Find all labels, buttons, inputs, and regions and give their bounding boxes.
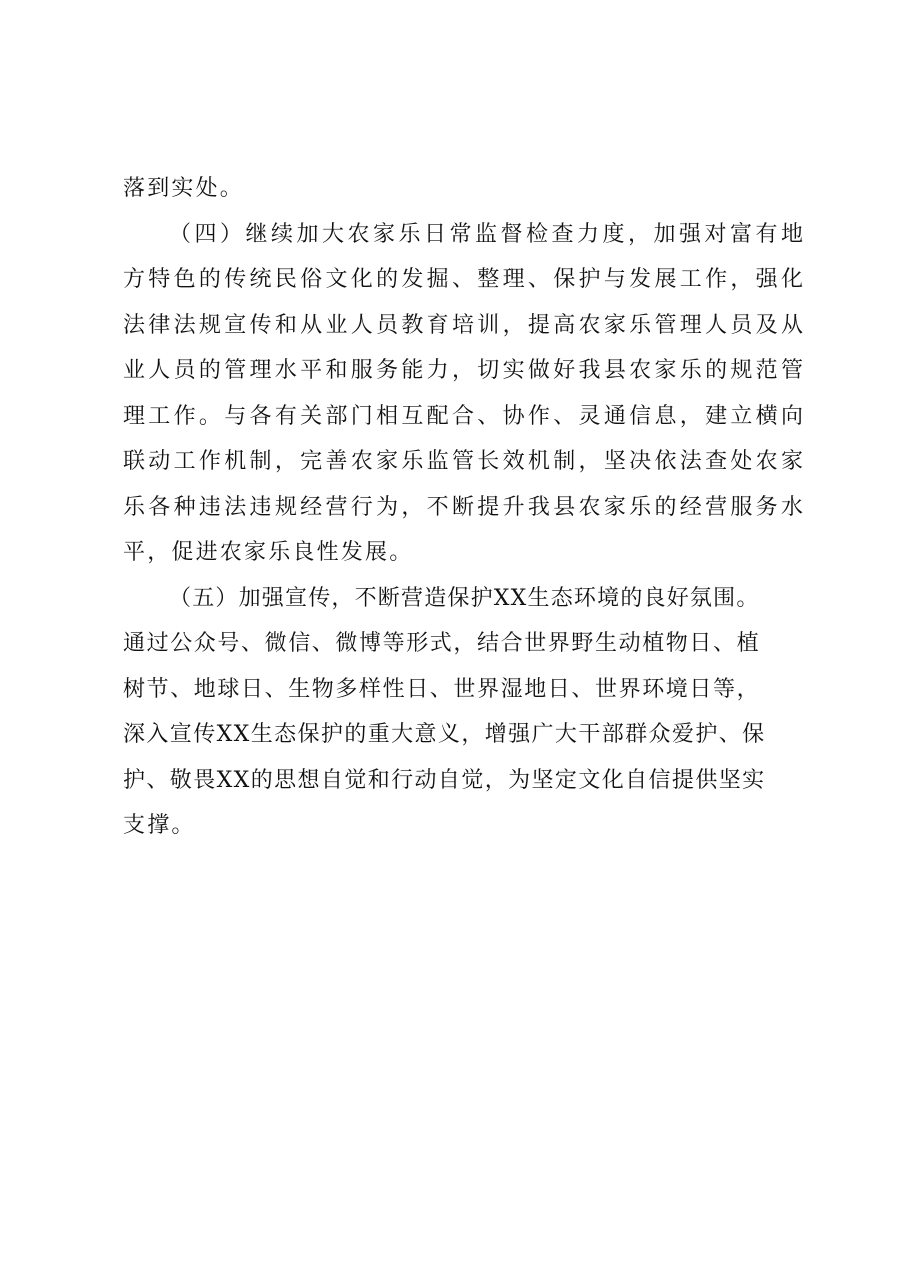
paragraph-4-first-line: （四）继续加大农家乐日常监督检查力度，加强对富有地 bbox=[169, 221, 803, 247]
text-line: 业人员的管理水平和服务能力，切实做好我县农家乐的规范管 bbox=[123, 358, 803, 383]
text-line: 落到实处。 bbox=[123, 176, 245, 201]
text-line: 方特色的传统民俗文化的发掘、整理、保护与发展工作，强化 bbox=[123, 267, 803, 292]
body-text bbox=[123, 166, 803, 849]
text-line: 平，促进农家乐良性发展。 bbox=[123, 540, 414, 565]
text-line: 法律法规宣传和从业人员教育培训，提高农家乐管理人员及从 bbox=[123, 312, 803, 338]
text-line: 理工作。与各有关部门相互配合、协作、灵通信息，建立横向 bbox=[123, 403, 803, 429]
text-line: 树节、地球日、生物多样性日、世界湿地日、世界环境日等， bbox=[123, 676, 761, 702]
text-line: 支撑。 bbox=[123, 813, 196, 838]
text-line: 护、敬畏XX的思想自觉和行动自觉，为坚定文化自信提供坚实 bbox=[123, 767, 766, 793]
paragraph-5-first-line: （五）加强宣传，不断营造保护XX生态环境的良好氛围。 bbox=[169, 585, 760, 611]
text-line: 深入宣传XX生态保护的重大意义，增强广大干部群众爱护、保 bbox=[123, 722, 766, 747]
text-line: 乐各种违法违规经营行为，不断提升我县农家乐的经营服务水 bbox=[123, 494, 803, 520]
text-line: 通过公众号、微信、微博等形式，结合世界野生动植物日、植 bbox=[123, 631, 761, 656]
text-line: 联动工作机制，完善农家乐监管长效机制，坚决依法查处农家 bbox=[123, 449, 803, 474]
